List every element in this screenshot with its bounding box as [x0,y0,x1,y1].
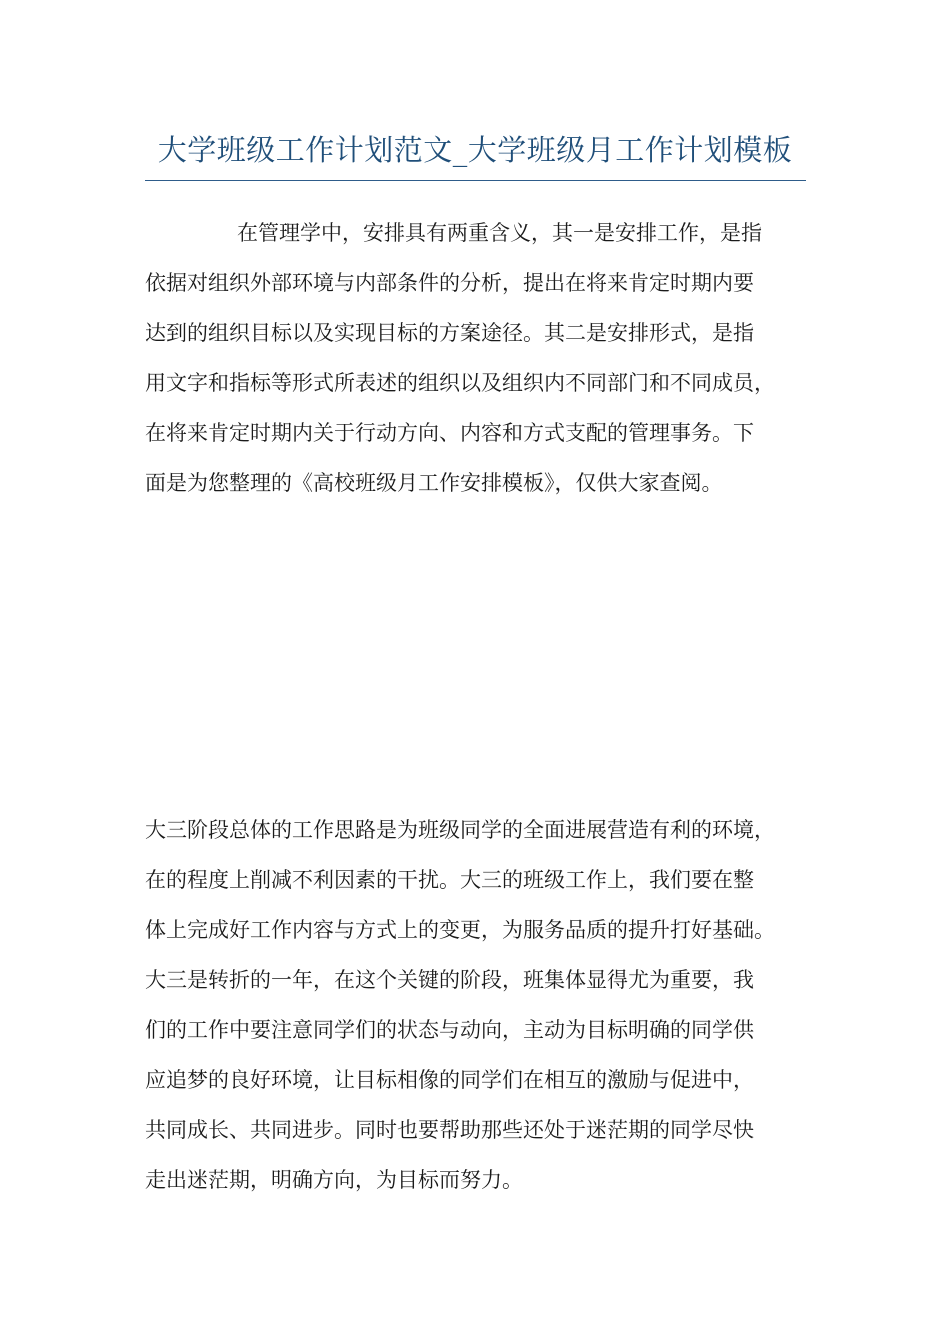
paragraph-line: 用文字和指标等形式所表述的组织以及组织内不同部门和不同成员， [145,371,775,395]
paragraph-junior-year [145,805,825,1205]
paragraph-line: 体上完成好工作内容与方式上的变更，为服务品质的提升打好基础。 [145,918,775,942]
paragraph-line: 面是为您整理的《高校班级月工作安排模板》，仅供大家查阅。 [145,471,723,495]
paragraph-line: 们的工作中要注意同学们的状态与动向，主动为目标明确的同学供 [145,1018,754,1042]
paragraph-line: 在管理学中，安排具有两重含义，其一是安排工作，是指 [237,221,762,245]
paragraph-intro [145,208,825,508]
paragraph-line: 依据对组织外部环境与内部条件的分析，提出在将来肯定时期内要 [145,271,754,295]
paragraph-line: 走出迷茫期，明确方向，为目标而努力。 [145,1168,523,1192]
document-title: 大学班级工作计划范文_大学班级月工作计划模板 [157,133,793,167]
paragraph-line: 大三阶段总体的工作思路是为班级同学的全面进展营造有利的环境， [145,818,775,842]
paragraph-line: 达到的组织目标以及实现目标的方案途径。其二是安排形式，是指 [145,321,754,345]
paragraph-line: 在的程度上削减不利因素的干扰。大三的班级工作上，我们要在整 [145,868,754,892]
paragraph-line: 应追梦的良好环境，让目标相像的同学们在相互的激励与促进中， [145,1068,754,1092]
paragraph-line: 大三是转折的一年，在这个关键的阶段，班集体显得尤为重要，我 [145,968,754,992]
paragraph-line: 共同成长、共同进步。同时也要帮助那些还处于迷茫期的同学尽快 [145,1118,754,1142]
title-underline [145,180,806,181]
paragraph-line: 在将来肯定时期内关于行动方向、内容和方式支配的管理事务。下 [145,421,754,445]
